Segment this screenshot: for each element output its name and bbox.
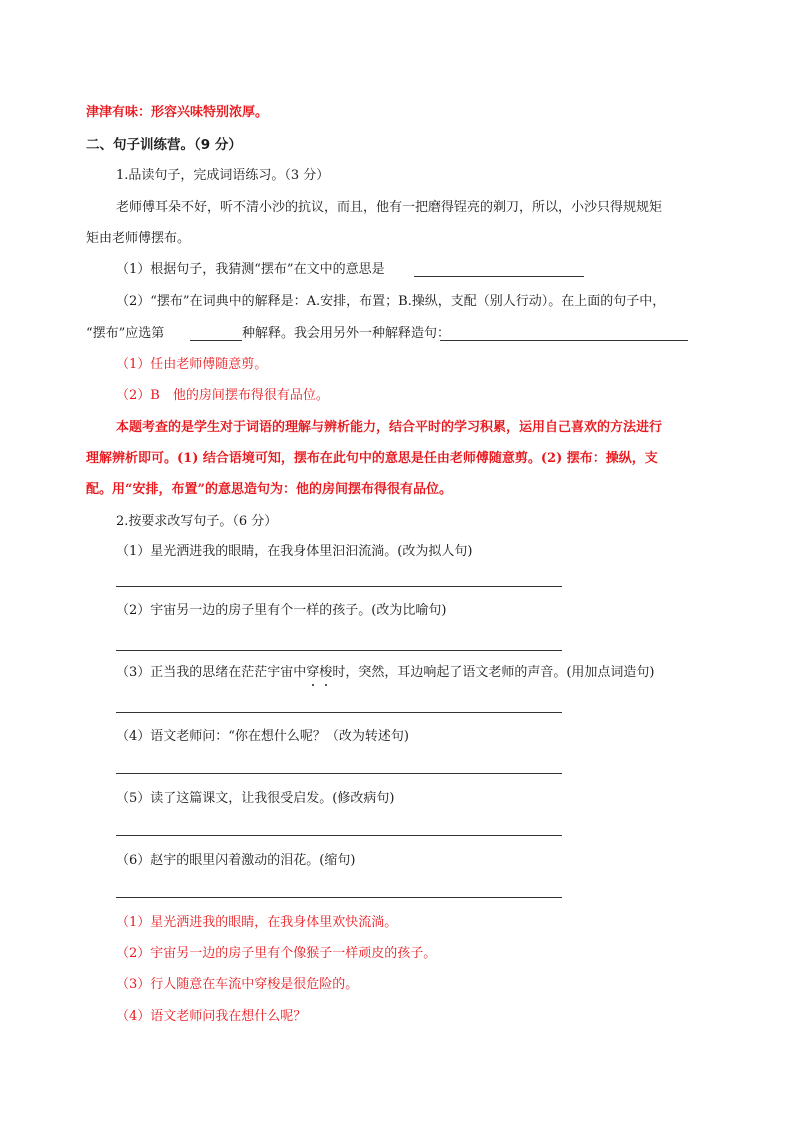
q2-item3-after: 时，突然，耳边响起了语文老师的声音。(用加点词造句) xyxy=(332,665,655,680)
q1-analysis-line1: 本题考查的是学生对于词语的理解与辨析能力，结合平时的学习积累，运用自己喜欢的方法进行 xyxy=(116,420,663,435)
q2-item5: （5）读了这篇课文，让我很受启发。(修改病句) xyxy=(116,791,395,806)
q1-answer2: （2）B 他的房间摆布得很有品位。 xyxy=(116,388,329,403)
dotted-word-char-1: 穿 xyxy=(306,665,320,680)
q1-sub2-sentence-line[interactable] xyxy=(440,340,688,341)
q2-item1: （1）星光洒进我的眼睛，在我身体里汩汩流淌。(改为拟人句) xyxy=(116,544,473,559)
dotted-word-char-2: 梭 xyxy=(319,665,333,680)
q1-analysis-line2: 理解辨析即可。(1) 结合语境可知，摆布在此句中的意思是任由老师傅随意剪。(2) 摆布：操纵，支 xyxy=(86,451,658,466)
q2-item4-answer-line[interactable] xyxy=(116,773,562,774)
q2-answer2: （2）宇宙另一边的房子里有个像猴子一样顽皮的孩子。 xyxy=(116,946,437,961)
q2-item4: （4）语文老师问：“你在想什么呢？（改为转述句) xyxy=(116,729,409,744)
q2-item6: （6）赵宇的眼里闪着激动的泪花。(缩句) xyxy=(116,853,356,868)
q1-passage-line1: 老师傅耳朵不好，听不清小沙的抗议，而且，他有一把磨得锃亮的剃刀，所以，小沙只得规规矩 xyxy=(116,200,663,215)
q2-item3 xyxy=(116,664,654,682)
q2-answer4: （4）语文老师问我在想什么呢？ xyxy=(116,1009,307,1024)
q1-sub1: （1）根据句子，我猜测“摆布”在文中的意思是 xyxy=(116,262,385,277)
q2-item5-answer-line[interactable] xyxy=(116,835,562,836)
q2-item2-answer-line[interactable] xyxy=(116,650,562,651)
q1-sub2-line2-a: “摆布”应选第 xyxy=(86,326,165,341)
q1-sub2-choice-line[interactable] xyxy=(190,340,242,341)
q2-title: 2.按要求改写句子。（6 分） xyxy=(116,514,278,529)
q1-title: 1.品读句子，完成词语练习。（3 分） xyxy=(116,168,330,183)
q1-sub1-answer-line[interactable] xyxy=(414,276,584,277)
q2-answer1: （1）星光洒进我的眼睛，在我身体里欢快流淌。 xyxy=(116,915,398,930)
q2-answer3: （3）行人随意在车流中穿梭是很危险的。 xyxy=(116,977,359,992)
q1-sub2-line2-b: 种解释。我会用另外一种解释造句： xyxy=(242,326,451,341)
q2-item3-answer-line[interactable] xyxy=(116,712,562,713)
q2-item3-before: （3）正当我的思绪在茫茫宇宙中 xyxy=(116,665,307,680)
q1-sub2-line1: （2）“摆布”在词典中的解释是：A.安排，布置；B.操纵，支配（别人行动）。在上面的句子中， xyxy=(116,294,666,309)
section-title: 二、句子训练营。（9 分） xyxy=(86,137,242,153)
q2-item6-answer-line[interactable] xyxy=(116,897,562,898)
q1-answer1: （1）任由老师傅随意剪。 xyxy=(116,357,268,372)
intro-definition-note: 津津有味：形容兴味特别浓厚。 xyxy=(86,105,269,120)
q1-passage-line2: 矩由老师傅摆布。 xyxy=(86,231,191,246)
q1-analysis-line3: 配。用“安排，布置”的意思造句为：他的房间摆布得很有品位。 xyxy=(86,482,452,497)
q2-item1-answer-line[interactable] xyxy=(116,586,562,587)
q2-item2: （2）宇宙另一边的房子里有个一样的孩子。(改为比喻句) xyxy=(116,603,447,618)
